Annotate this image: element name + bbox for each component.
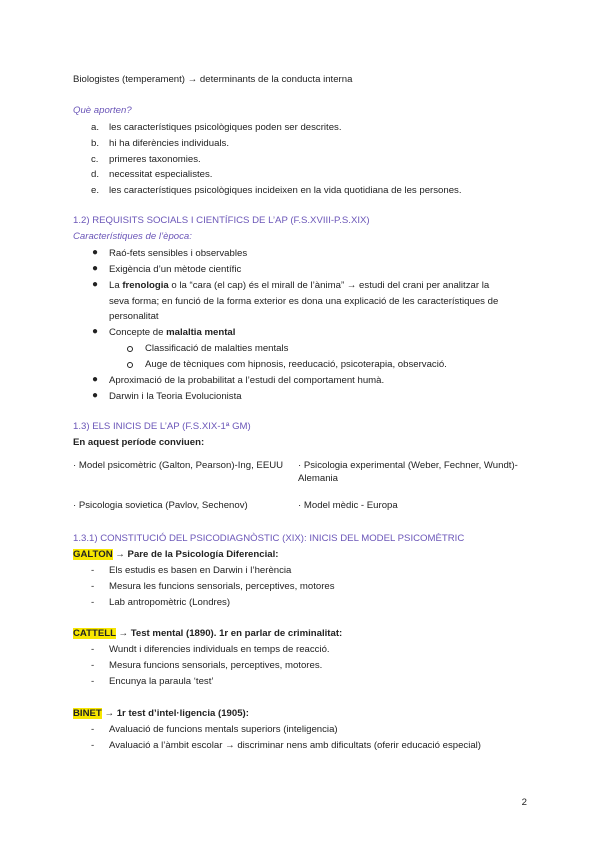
list-item: Avaluació a l’àmbit escolar → discriminar nens amb dificultats (oferir educació especial) xyxy=(109,740,482,751)
list-marker: c. xyxy=(91,154,99,165)
list-item-continuation: personalitat xyxy=(109,311,159,322)
list-marker: d. xyxy=(91,169,100,180)
highlighted-name: CATTELL xyxy=(73,628,116,639)
list-item: Raó-fets sensibles i observables xyxy=(109,248,248,259)
highlighted-name: GALTON xyxy=(73,549,113,560)
grid-cell: · Model mèdic - Europa xyxy=(298,500,398,511)
list-item: necessitat especialistes. xyxy=(109,169,213,180)
list-item: Concepte de malaltia mental xyxy=(109,327,236,338)
intro-line: Biologistes (temperament) → determinants de la conducta interna xyxy=(73,74,353,85)
list-item: Els estudis es basen en Darwin i l’herència xyxy=(109,565,292,576)
contributions-heading: Què aporten? xyxy=(73,105,132,116)
circle-bullet-icon xyxy=(127,346,133,352)
list-item: Encunya la paraula ‘test’ xyxy=(109,676,214,687)
binet-heading: BINET → 1r test d’intel·ligencia (1905): xyxy=(73,708,249,719)
sub-list-item: Auge de tècniques com hipnosis, reeducació, psicoterapia, observació. xyxy=(145,359,447,370)
dash-marker: - xyxy=(91,724,95,735)
dash-marker: - xyxy=(91,660,95,671)
circle-bullet-icon xyxy=(127,362,133,368)
list-item: Aproximació de la probabilitat a l’estudi del comportament humà. xyxy=(109,375,385,386)
section-title: 1.3.1) CONSTITUCIÓ DEL PSICODIAGNÒSTIC (XIX): INICIS DEL MODEL PSICOMÈTRIC xyxy=(73,533,465,544)
list-item: les característiques psicològiques poden ser descrites. xyxy=(109,122,342,133)
bullet-icon: ● xyxy=(92,247,99,258)
dash-marker: - xyxy=(91,676,95,687)
list-item: Avaluació de funcions mentals superiors (inteligencia) xyxy=(109,724,338,735)
dash-marker: - xyxy=(91,581,95,592)
list-item: Lab antropomètric (Londres) xyxy=(109,597,231,608)
list-marker: a. xyxy=(91,122,100,133)
list-item: Exigència d’un mètode científic xyxy=(109,264,242,275)
galton-heading: GALTON → Pare de la Psicología Diferencial: xyxy=(73,549,279,560)
list-item: La frenologia o la “cara (el cap) és el mirall de l’ànima” → estudi del crani per analitzar la xyxy=(109,280,490,291)
dash-marker: - xyxy=(91,644,95,655)
grid-cell: · Psicologia experimental (Weber, Fechner, Wundt)- Alemania xyxy=(298,460,518,484)
list-item: Darwin i la Teoria Evolucionista xyxy=(109,391,242,402)
list-item: les característiques psicològiques incideixen en la vida quotidiana de les persones. xyxy=(109,185,462,196)
cattell-heading: CATTELL → Test mental (1890). 1r en parlar de criminalitat: xyxy=(73,628,343,639)
bullet-icon: ● xyxy=(92,326,99,337)
list-item-continuation: seva forma; en funció de la forma exterior es dona una explicació de les característiques de xyxy=(109,296,499,307)
bullet-icon: ● xyxy=(92,263,99,274)
list-marker: e. xyxy=(91,185,100,196)
section-title: 1.3) ELS INICIS DE L’AP (F.S.XIX-1ª GM) xyxy=(73,421,251,432)
section-title: 1.2) REQUISITS SOCIALS I CIENTÍFICS DE L’AP (F.S.XVIII-P.S.XIX) xyxy=(73,215,370,226)
list-item: Mesura les funcions sensorials, perceptives, motores xyxy=(109,581,335,592)
dash-marker: - xyxy=(91,565,95,576)
section-subtitle: Característiques de l’època: xyxy=(73,231,192,242)
list-item: Wundt i diferencies individuals en temps de reacció. xyxy=(109,644,330,655)
page-number: 2 xyxy=(521,797,527,808)
grid-cell: · Model psicomètric (Galton, Pearson)-Ing, EEUU xyxy=(73,460,284,471)
bullet-icon: ● xyxy=(92,279,99,290)
dash-marker: - xyxy=(91,597,95,608)
section-subtitle: En aquest període conviuen: xyxy=(73,437,205,448)
dash-marker: - xyxy=(91,740,95,751)
list-item: hi ha diferències individuals. xyxy=(109,138,229,149)
sub-list-item: Classificació de malalties mentals xyxy=(145,343,289,354)
list-item: Mesura funcions sensorials, perceptives, motores. xyxy=(109,660,323,671)
bullet-icon: ● xyxy=(92,390,99,401)
highlighted-name: BINET xyxy=(73,708,102,719)
list-marker: b. xyxy=(91,138,100,149)
grid-cell: · Psicologia sovietica (Pavlov, Sechenov) xyxy=(73,500,248,511)
list-item: primeres taxonomies. xyxy=(109,154,201,165)
bullet-icon: ● xyxy=(92,374,99,385)
